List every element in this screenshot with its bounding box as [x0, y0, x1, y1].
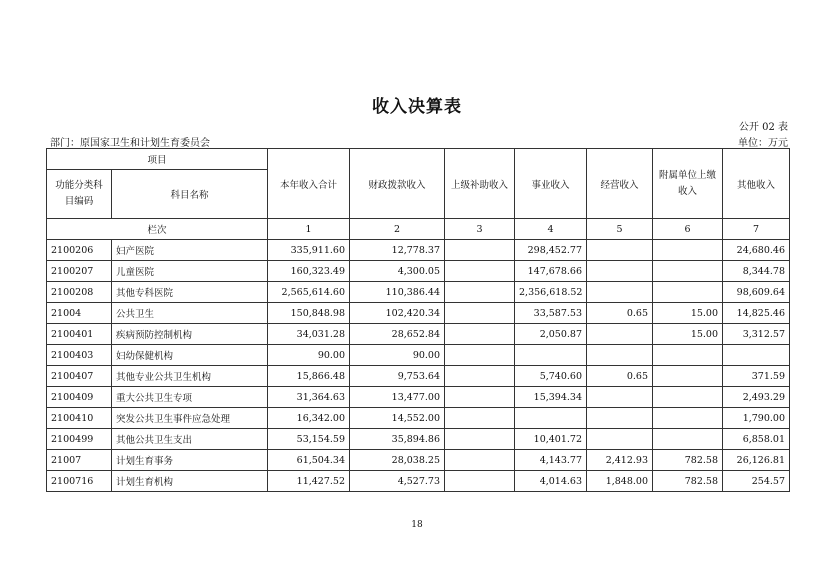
cell-col-1: 160,323.49 — [268, 261, 350, 282]
cell-col-3 — [445, 387, 515, 408]
row-code: 2100401 — [47, 324, 112, 345]
cell-col-6 — [653, 429, 723, 450]
cell-col-4: 147,678.66 — [515, 261, 587, 282]
cell-col-5: 2,412.93 — [587, 450, 653, 471]
cell-col-5 — [587, 345, 653, 366]
cell-col-7: 3,312.57 — [723, 324, 790, 345]
cell-col-4: 15,394.34 — [515, 387, 587, 408]
cell-col-1: 61,504.34 — [268, 450, 350, 471]
cell-col-1: 2,565,614.60 — [268, 282, 350, 303]
cell-col-1: 15,866.48 — [268, 366, 350, 387]
cell-col-2: 14,552.00 — [350, 408, 445, 429]
cell-col-2: 28,038.25 — [350, 450, 445, 471]
cell-col-3 — [445, 345, 515, 366]
table-row — [47, 261, 790, 282]
cell-col-3 — [445, 240, 515, 261]
cell-col-7: 24,680.46 — [723, 240, 790, 261]
cell-col-6 — [653, 387, 723, 408]
table-row — [47, 471, 790, 492]
cell-col-3 — [445, 366, 515, 387]
table-row — [47, 429, 790, 450]
table-row — [47, 324, 790, 345]
cell-col-2: 4,300.05 — [350, 261, 445, 282]
col-number-4: 4 — [515, 219, 587, 240]
cell-col-4: 298,452.77 — [515, 240, 587, 261]
row-code: 2100407 — [47, 366, 112, 387]
cell-col-7: 254.57 — [723, 471, 790, 492]
header-col-1: 本年收入合计 — [268, 149, 350, 219]
header-col-4: 事业收入 — [515, 149, 587, 219]
cell-col-2: 13,477.00 — [350, 387, 445, 408]
cell-col-5 — [587, 261, 653, 282]
income-table — [46, 148, 790, 492]
cell-col-1: 34,031.28 — [268, 324, 350, 345]
cell-col-4: 4,143.77 — [515, 450, 587, 471]
cell-col-5: 0.65 — [587, 366, 653, 387]
col-number-1: 1 — [268, 219, 350, 240]
header-item: 项目 — [47, 149, 268, 170]
cell-col-6 — [653, 366, 723, 387]
header-col-6: 附属单位上缴收入 — [653, 149, 723, 219]
header-col-2: 财政拨款收入 — [350, 149, 445, 219]
cell-col-4: 4,014.63 — [515, 471, 587, 492]
cell-col-4 — [515, 408, 587, 429]
cell-col-2: 12,778.37 — [350, 240, 445, 261]
department-label: 部门：原国家卫生和计划生育委员会 — [50, 138, 210, 149]
cell-col-3 — [445, 303, 515, 324]
cell-col-7: 26,126.81 — [723, 450, 790, 471]
col-number-3: 3 — [445, 219, 515, 240]
row-subject-name: 疾病预防控制机构 — [112, 324, 268, 345]
col-number-5: 5 — [587, 219, 653, 240]
cell-col-4: 2,356,618.52 — [515, 282, 587, 303]
row-code: 21007 — [47, 450, 112, 471]
cell-col-7: 14,825.46 — [723, 303, 790, 324]
row-code: 2100716 — [47, 471, 112, 492]
cell-col-1: 335,911.60 — [268, 240, 350, 261]
header-col-7: 其他收入 — [723, 149, 790, 219]
cell-col-1: 11,427.52 — [268, 471, 350, 492]
row-subject-name: 计划生育事务 — [112, 450, 268, 471]
row-subject-name: 计划生育机构 — [112, 471, 268, 492]
table-row — [47, 366, 790, 387]
row-subject-name: 其他公共卫生支出 — [112, 429, 268, 450]
cell-col-7: 6,858.01 — [723, 429, 790, 450]
cell-col-6: 15.00 — [653, 303, 723, 324]
table-row — [47, 387, 790, 408]
cell-col-2: 28,652.84 — [350, 324, 445, 345]
header-func-code: 功能分类科目编码 — [47, 170, 112, 219]
header-subject-name: 科目名称 — [112, 170, 268, 219]
row-subject-name: 其他专业公共卫生机构 — [112, 366, 268, 387]
cell-col-2: 90.00 — [350, 345, 445, 366]
row-subject-name: 妇幼保健机构 — [112, 345, 268, 366]
header-col-3: 上级补助收入 — [445, 149, 515, 219]
row-subject-name: 重大公共卫生专项 — [112, 387, 268, 408]
row-code: 2100206 — [47, 240, 112, 261]
cell-col-3 — [445, 324, 515, 345]
cell-col-4 — [515, 345, 587, 366]
table-row — [47, 303, 790, 324]
cell-col-7: 2,493.29 — [723, 387, 790, 408]
cell-col-2: 9,753.64 — [350, 366, 445, 387]
row-subject-name: 其他专科医院 — [112, 282, 268, 303]
cell-col-6 — [653, 345, 723, 366]
page-number: 18 — [411, 520, 423, 530]
cell-col-7: 1,790.00 — [723, 408, 790, 429]
report-title: 收入决算表 — [372, 97, 462, 117]
table-row — [47, 345, 790, 366]
cell-col-5 — [587, 429, 653, 450]
cell-col-5: 0.65 — [587, 303, 653, 324]
form-number: 公开 02 表 — [738, 122, 788, 133]
row-code: 2100207 — [47, 261, 112, 282]
row-code: 2100208 — [47, 282, 112, 303]
table-row — [47, 408, 790, 429]
cell-col-4: 10,401.72 — [515, 429, 587, 450]
cell-col-1: 16,342.00 — [268, 408, 350, 429]
cell-col-3 — [445, 408, 515, 429]
cell-col-2: 35,894.86 — [350, 429, 445, 450]
col-number-2: 2 — [350, 219, 445, 240]
cell-col-6 — [653, 261, 723, 282]
cell-col-6: 782.58 — [653, 450, 723, 471]
row-code: 2100499 — [47, 429, 112, 450]
cell-col-3 — [445, 429, 515, 450]
cell-col-6: 782.58 — [653, 471, 723, 492]
row-code: 2100409 — [47, 387, 112, 408]
cell-col-5 — [587, 282, 653, 303]
table-row — [47, 282, 790, 303]
header-col-5: 经营收入 — [587, 149, 653, 219]
cell-col-5: 1,848.00 — [587, 471, 653, 492]
cell-col-1: 150,848.98 — [268, 303, 350, 324]
cell-col-5 — [587, 240, 653, 261]
cell-col-4: 33,587.53 — [515, 303, 587, 324]
row-subject-name: 突发公共卫生事件应急处理 — [112, 408, 268, 429]
row-code: 2100410 — [47, 408, 112, 429]
row-label: 栏次 — [47, 219, 268, 240]
cell-col-7: 8,344.78 — [723, 261, 790, 282]
row-subject-name: 妇产医院 — [112, 240, 268, 261]
cell-col-3 — [445, 261, 515, 282]
cell-col-4: 2,050.87 — [515, 324, 587, 345]
cell-col-7: 371.59 — [723, 366, 790, 387]
cell-col-7: 98,609.64 — [723, 282, 790, 303]
cell-col-7 — [723, 345, 790, 366]
cell-col-3 — [445, 450, 515, 471]
cell-col-1: 90.00 — [268, 345, 350, 366]
cell-col-4: 5,740.60 — [515, 366, 587, 387]
table-row — [47, 450, 790, 471]
cell-col-3 — [445, 471, 515, 492]
cell-col-5 — [587, 408, 653, 429]
cell-col-2: 102,420.34 — [350, 303, 445, 324]
cell-col-1: 31,364.63 — [268, 387, 350, 408]
row-subject-name: 儿童医院 — [112, 261, 268, 282]
col-number-7: 7 — [723, 219, 790, 240]
row-subject-name: 公共卫生 — [112, 303, 268, 324]
cell-col-2: 110,386.44 — [350, 282, 445, 303]
table-row — [47, 240, 790, 261]
cell-col-2: 4,527.73 — [350, 471, 445, 492]
cell-col-6: 15.00 — [653, 324, 723, 345]
row-code: 21004 — [47, 303, 112, 324]
cell-col-3 — [445, 282, 515, 303]
unit-label: 单位：万元 — [738, 138, 788, 149]
cell-col-1: 53,154.59 — [268, 429, 350, 450]
cell-col-6 — [653, 408, 723, 429]
cell-col-6 — [653, 240, 723, 261]
cell-col-5 — [587, 387, 653, 408]
cell-col-6 — [653, 282, 723, 303]
row-code: 2100403 — [47, 345, 112, 366]
col-number-6: 6 — [653, 219, 723, 240]
cell-col-5 — [587, 324, 653, 345]
